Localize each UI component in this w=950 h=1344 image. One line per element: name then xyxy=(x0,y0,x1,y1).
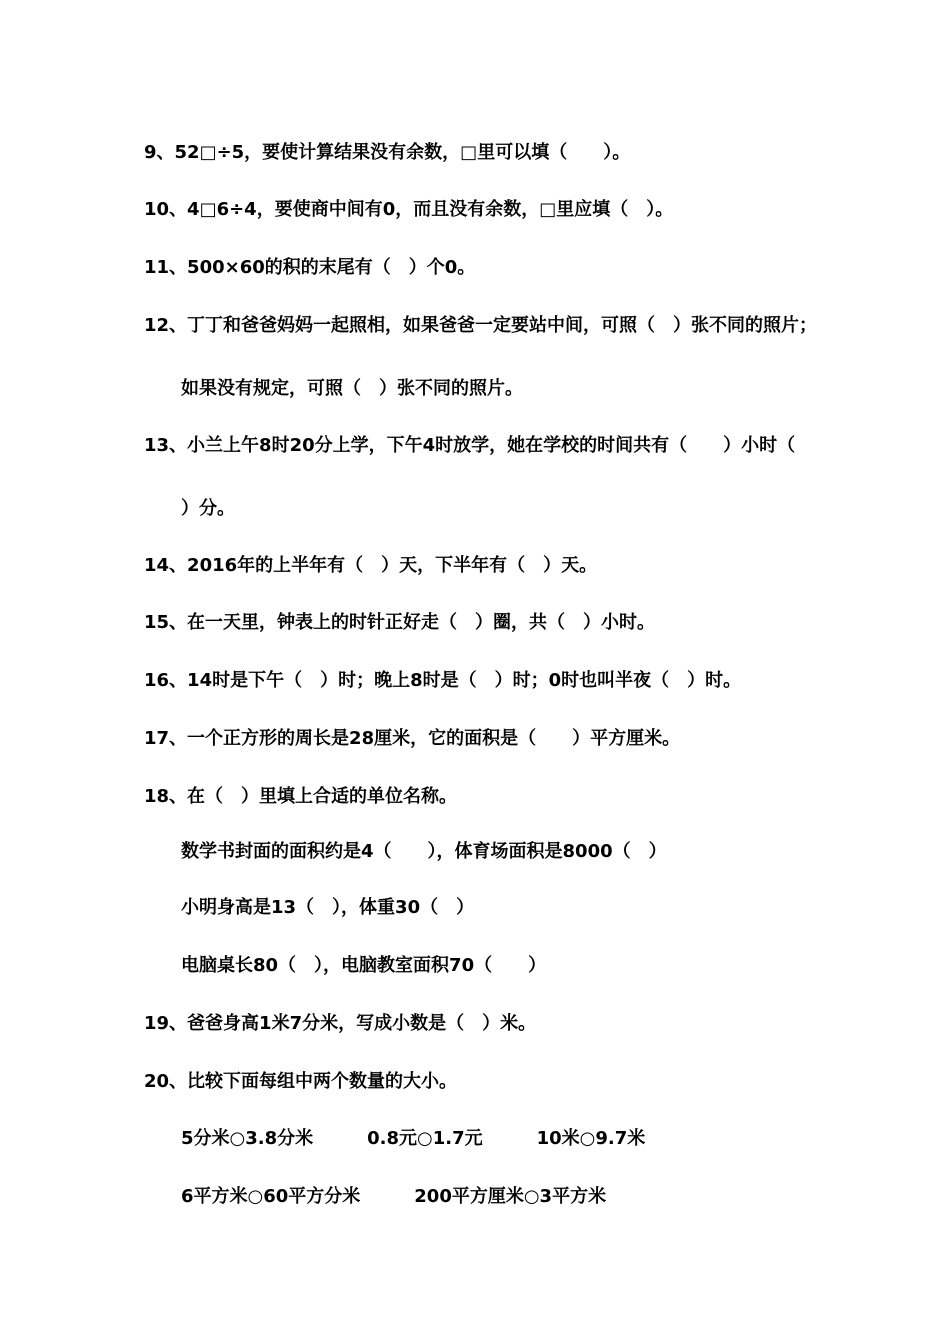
question-20: 20、比较下面每组中两个数量的大小。 xyxy=(144,1071,458,1092)
question-18-item-3: 电脑桌长80（ ），电脑教室面积70（ ） xyxy=(181,955,547,976)
question-20-row-1: 5分米○3.8分米 0.8元○1.7元 10米○9.7米 xyxy=(181,1128,646,1149)
question-12: 12、丁丁和爸爸妈妈一起照相，如果爸爸一定要站中间，可照（ ）张不同的照片； xyxy=(144,315,818,336)
question-19: 19、爸爸身高1米7分米，写成小数是（ ）米。 xyxy=(144,1013,537,1034)
question-18-item-2: 小明身高是13（ ），体重30（ ） xyxy=(181,897,475,918)
question-14: 14、2016年的上半年有（ ）天，下半年有（ ）天。 xyxy=(144,555,598,576)
question-18-item-1: 数学书封面的面积约是4（ ），体育场面积是8000（ ） xyxy=(181,841,667,862)
question-17: 17、一个正方形的周长是28厘米，它的面积是（ ）平方厘米。 xyxy=(144,728,681,749)
question-11: 11、500×60的积的末尾有（ ）个0。 xyxy=(144,257,476,278)
question-20-row-2: 6平方米○60平方分米 200平方厘米○3平方米 xyxy=(181,1186,607,1207)
question-10: 10、4□6÷4，要使商中间有0，而且没有余数，□里应填（ ）。 xyxy=(144,199,674,220)
question-13: 13、小兰上午8时20分上学，下午4时放学，她在学校的时间共有（ ）小时（ xyxy=(144,435,796,456)
question-18: 18、在（ ）里填上合适的单位名称。 xyxy=(144,786,458,807)
question-13-continued: ）分。 xyxy=(181,498,235,519)
question-12-continued: 如果没有规定，可照（ ）张不同的照片。 xyxy=(181,378,523,399)
question-15: 15、在一天里，钟表上的时针正好走（ ）圈，共（ ）小时。 xyxy=(144,612,656,633)
question-16: 16、14时是下午（ ）时；晚上8时是（ ）时；0时也叫半夜（ ）时。 xyxy=(144,670,742,691)
question-9: 9、52□÷5，要使计算结果没有余数，□里可以填（ ）。 xyxy=(144,142,631,163)
